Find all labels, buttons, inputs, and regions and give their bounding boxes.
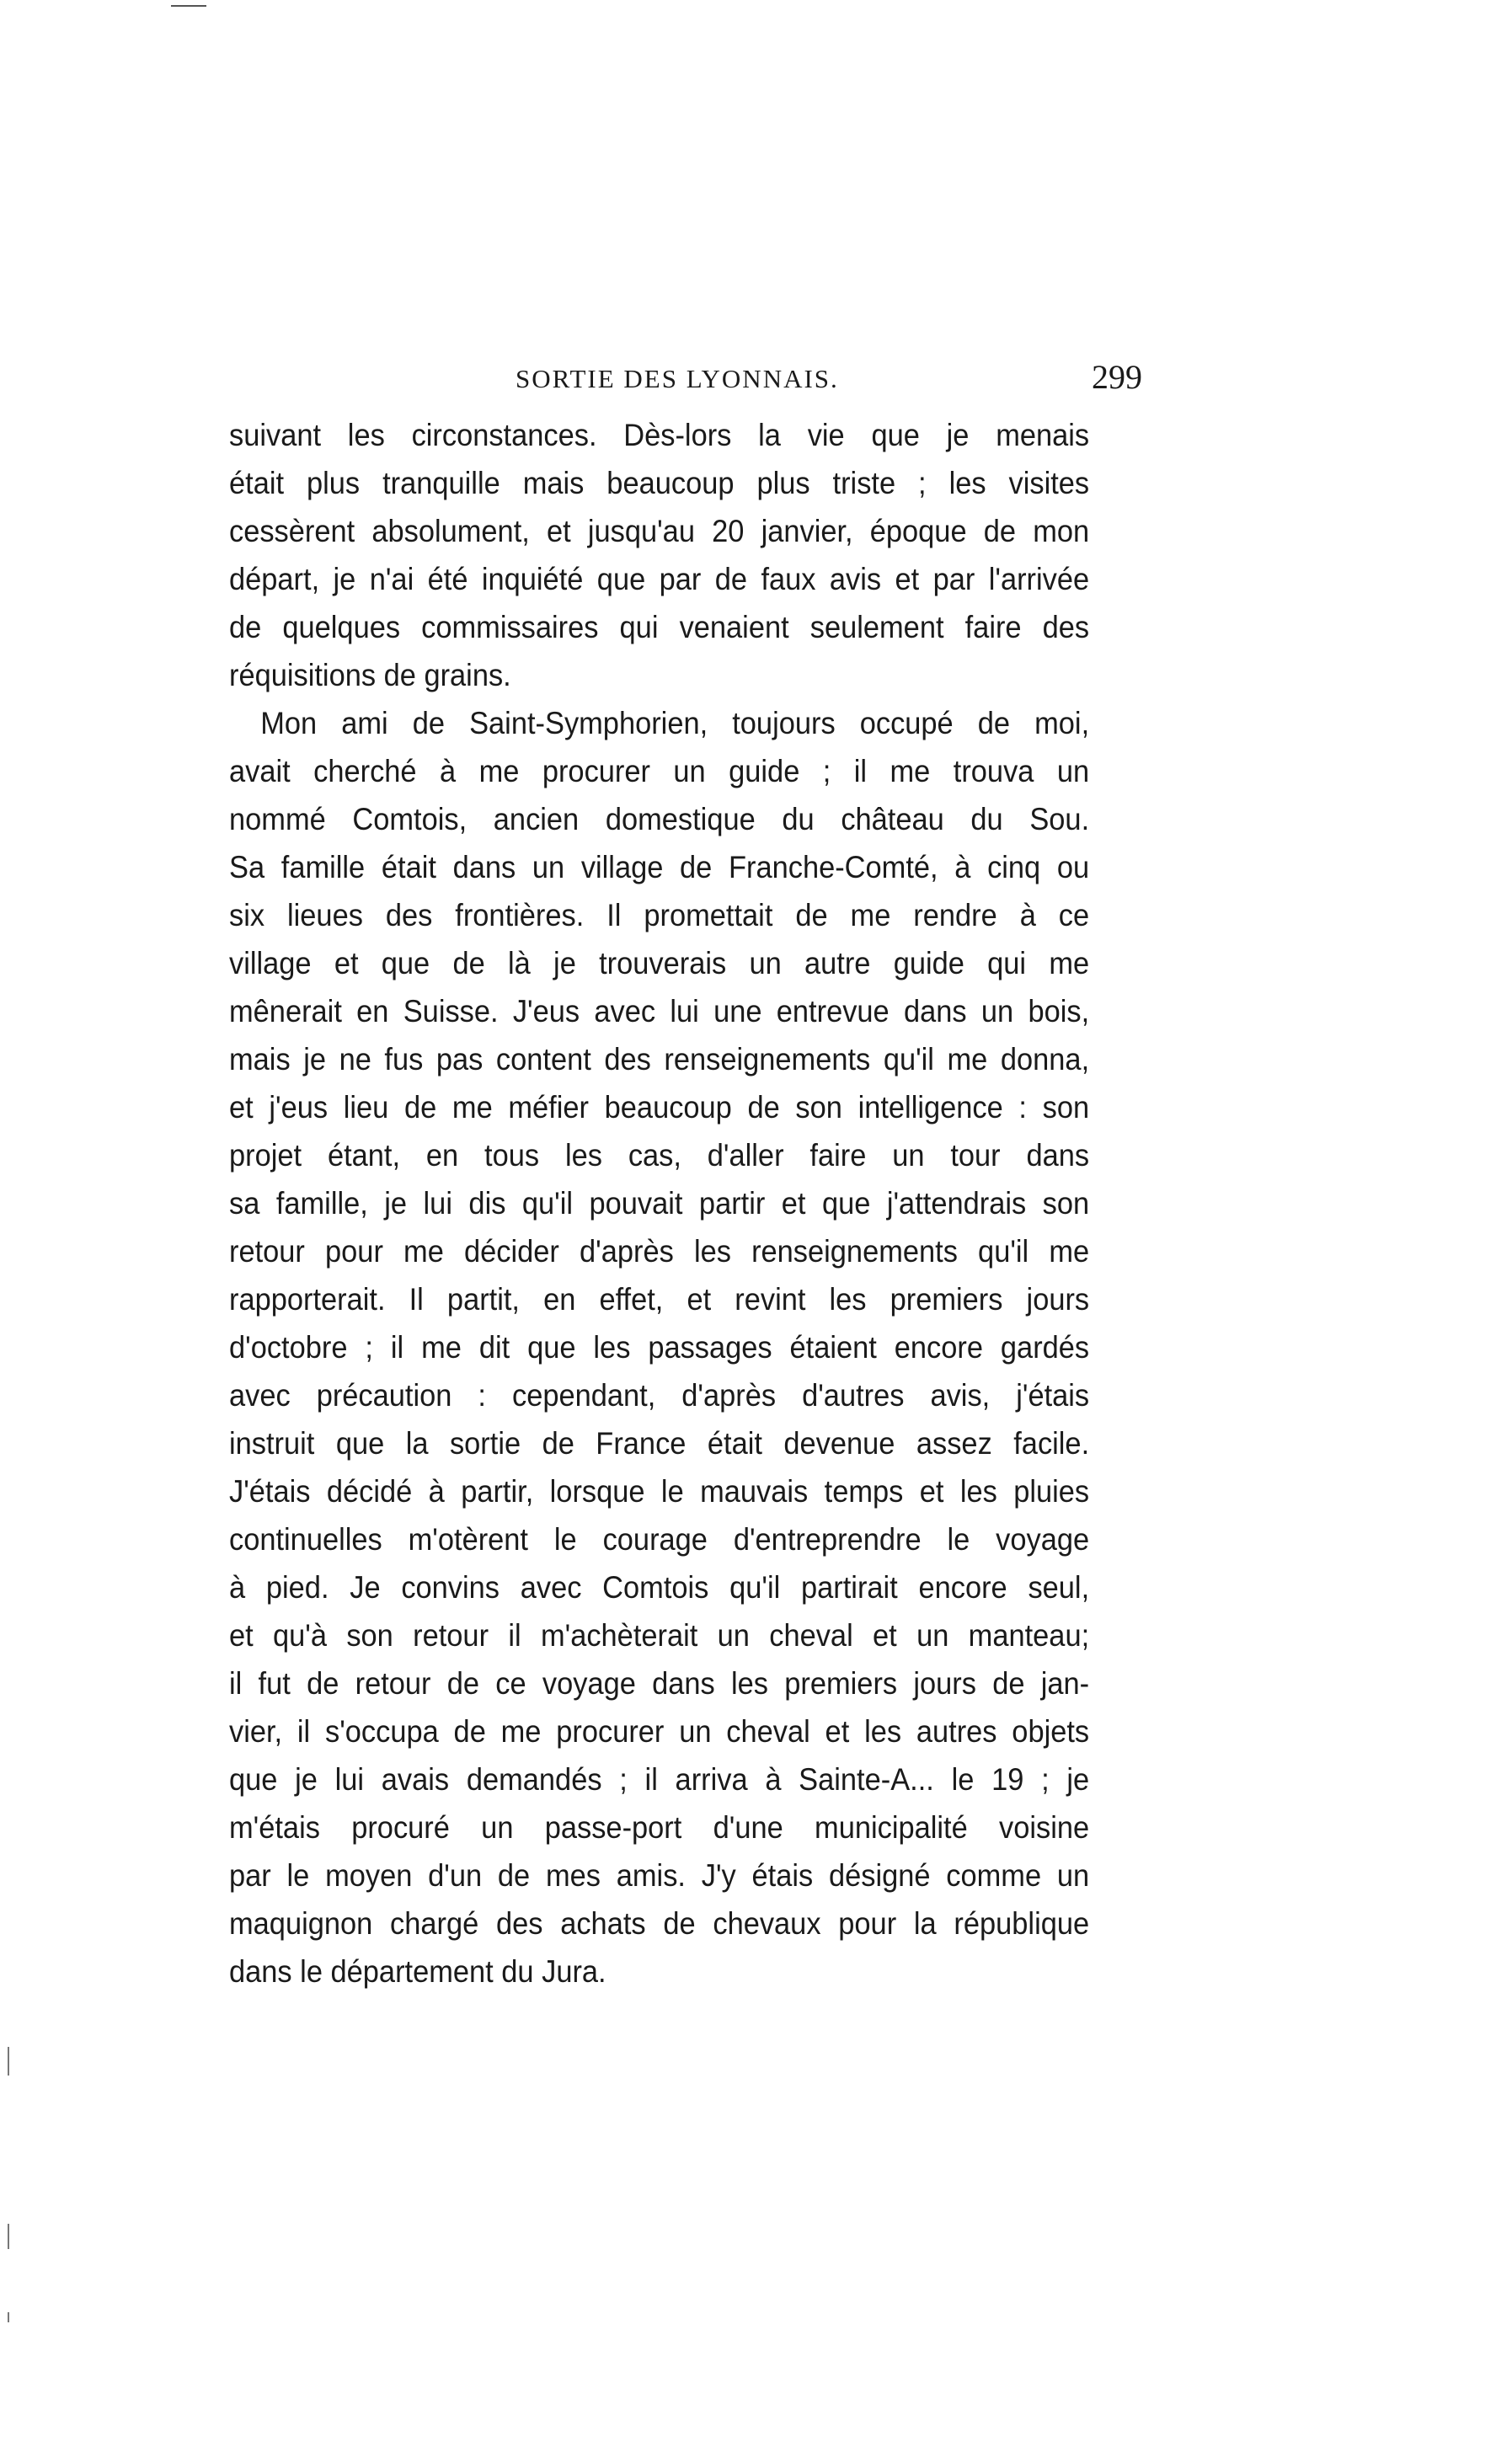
text-line: était plus tranquille mais beaucoup plus triste ; les visites <box>229 466 1090 500</box>
text-line: avait cherché à me procurer un guide ; il me trouva un <box>229 754 1090 788</box>
text-line: maquignon chargé des achats de chevaux pour la république <box>229 1906 1090 1941</box>
text-line: de quelques commissaires qui venaient seulement faire des <box>229 610 1090 644</box>
text-line: J'étais décidé à partir, lorsque le mauvais temps et les pluies <box>229 1474 1090 1509</box>
page-number: 299 <box>1092 358 1142 396</box>
text-line: dans le département du Jura. <box>229 1954 606 1989</box>
text-line: Sa famille était dans un village de Franche-Comté, à cinq ou <box>229 850 1090 884</box>
running-title: SORTIE DES LYONNAIS. <box>516 364 839 393</box>
text-line: suivant les circonstances. Dès-lors la vie que je menais <box>229 418 1090 452</box>
text-line: projet étant, en tous les cas, d'aller faire un tour dans <box>229 1138 1090 1173</box>
text-line: et j'eus lieu de me méfier beaucoup de son intelligence : son <box>229 1090 1090 1125</box>
text-line: village et que de là je trouverais un autre guide qui me <box>229 946 1090 980</box>
body-text <box>229 411 1089 1996</box>
text-line: m'étais procuré un passe-port d'une municipalité voisine <box>229 1810 1090 1845</box>
text-line: à pied. Je convins avec Comtois qu'il partirait encore seul, <box>229 1570 1090 1605</box>
scan-edge-mark <box>8 2047 9 2076</box>
text-line: mênerait en Suisse. J'eus avec lui une entrevue dans un bois, <box>229 994 1090 1028</box>
text-line: instruit que la sortie de France était devenue assez facile. <box>229 1426 1090 1461</box>
scan-edge-mark <box>8 2312 9 2322</box>
text-line: mais je ne fus pas content des renseignements qu'il me donna, <box>229 1042 1090 1077</box>
text-line: cessèrent absolument, et jusqu'au 20 janvier, époque de mon <box>229 514 1090 548</box>
scan-edge-mark <box>8 2224 9 2249</box>
text-line: départ, je n'ai été inquiété que par de faux avis et par l'arrivée <box>229 562 1090 596</box>
page-header <box>229 358 1154 401</box>
text-line: réquisitions de grains. <box>229 658 511 692</box>
text-line: et qu'à son retour il m'achèterait un cheval et un manteau; <box>229 1618 1090 1653</box>
text-line: retour pour me décider d'après les renseignements qu'il me <box>229 1234 1090 1269</box>
text-line: nommé Comtois, ancien domestique du château du Sou. <box>229 802 1090 836</box>
scan-edge-mark <box>171 5 206 7</box>
text-line: il fut de retour de ce voyage dans les premiers jours de jan- <box>229 1666 1090 1701</box>
text-line: avec précaution : cependant, d'après d'autres avis, j'étais <box>229 1378 1090 1413</box>
text-line: vier, il s'occupa de me procurer un cheval et les autres objets <box>229 1714 1090 1749</box>
text-line: Mon ami de Saint-Symphorien, toujours occupé de moi, <box>260 706 1090 740</box>
text-line: sa famille, je lui dis qu'il pouvait partir et que j'attendrais son <box>229 1186 1090 1221</box>
text-line: d'octobre ; il me dit que les passages étaient encore gardés <box>229 1330 1090 1365</box>
text-line: six lieues des frontières. Il promettait de me rendre à ce <box>229 898 1090 932</box>
text-line: rapporterait. Il partit, en effet, et revint les premiers jours <box>229 1282 1090 1317</box>
text-line: par le moyen d'un de mes amis. J'y étais désigné comme un <box>229 1858 1090 1893</box>
text-line: continuelles m'otèrent le courage d'entreprendre le voyage <box>229 1522 1090 1557</box>
text-line: que je lui avais demandés ; il arriva à Sainte-A... le 19 ; je <box>229 1762 1090 1797</box>
